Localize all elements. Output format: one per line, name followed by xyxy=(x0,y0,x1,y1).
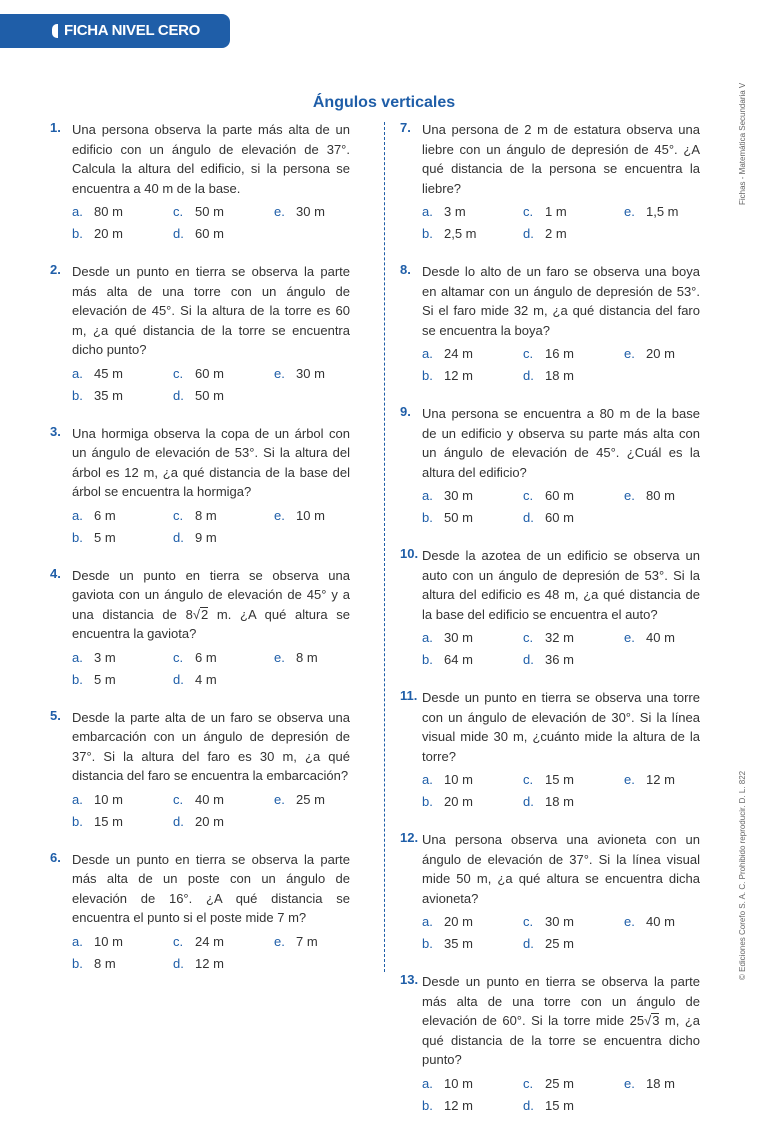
column-divider xyxy=(384,122,385,972)
option-value: 16 m xyxy=(545,346,574,361)
option-value: 25 m xyxy=(545,936,574,951)
option-value: 6 m xyxy=(195,649,217,665)
option-value: 40 m xyxy=(195,791,224,807)
sqrt-icon: √ xyxy=(644,1013,652,1028)
option-value: 50 m xyxy=(444,510,473,525)
option-letter: a. xyxy=(422,204,433,219)
answer-option xyxy=(422,344,523,364)
option-value: 15 m xyxy=(545,1097,574,1113)
answer-option xyxy=(274,506,372,526)
option-letter: c. xyxy=(173,365,184,381)
option-value: 8 m xyxy=(94,955,116,971)
question-number: 1. xyxy=(50,120,61,135)
side-label-bottom: © Ediciones Corefo S. A. C. Prohibido reproducir. D. L. 822 xyxy=(738,770,747,980)
option-letter: b. xyxy=(72,387,83,403)
option-letter: a. xyxy=(422,1075,433,1091)
right-column xyxy=(400,120,700,1134)
answer-option xyxy=(523,934,624,954)
answer-options xyxy=(422,770,700,812)
option-value: 30 m xyxy=(444,630,473,645)
option-value: 30 m xyxy=(545,914,574,929)
answer-option xyxy=(274,790,372,810)
option-letter: b. xyxy=(72,955,83,971)
question-item xyxy=(400,830,700,954)
option-value: 60 m xyxy=(545,510,574,525)
option-letter: a. xyxy=(422,346,433,361)
option-value: 80 m xyxy=(646,488,675,503)
option-letter: d. xyxy=(173,226,184,241)
answer-option xyxy=(173,386,274,406)
option-letter: e. xyxy=(274,791,285,807)
option-letter: c. xyxy=(523,630,534,645)
answer-option xyxy=(72,932,173,952)
option-letter: e. xyxy=(624,914,635,929)
answer-option xyxy=(523,912,624,932)
answer-options xyxy=(422,1074,700,1116)
option-value: 5 m xyxy=(94,529,116,545)
question-text: Desde un punto en tierra se observa la parte más alta de una torre con un ángulo de elevación de 45°. Si la altura de la torre es 60 m, ¿a qué distancia de la torre se encuentra dicho punto? xyxy=(72,264,350,357)
side-label-bottom-wrap xyxy=(738,700,750,980)
answer-option xyxy=(422,1096,523,1116)
option-value: 10 m xyxy=(296,507,325,523)
answer-option xyxy=(422,366,523,386)
answer-option xyxy=(422,912,523,932)
option-letter: b. xyxy=(422,936,433,951)
question-item xyxy=(50,566,350,690)
option-letter: d. xyxy=(173,813,184,829)
option-letter: d. xyxy=(523,794,534,809)
answer-option xyxy=(523,486,624,506)
option-letter: b. xyxy=(72,813,83,829)
option-value: 60 m xyxy=(195,365,224,381)
answer-option xyxy=(274,364,372,384)
question-text: Desde un punto en tierra se observa la parte más alta de una torre con un ángulo de elevación de 60°. Si la torre mide 25√3 m, ¿a qué distancia de la torre se encuentra dicho punto? xyxy=(422,974,701,1067)
option-letter: e. xyxy=(624,772,635,787)
answer-option xyxy=(422,486,523,506)
answer-option xyxy=(624,628,722,648)
option-letter: a. xyxy=(72,649,83,665)
answer-option xyxy=(72,648,173,668)
banner-mark-icon xyxy=(52,24,58,38)
option-letter: a. xyxy=(72,204,83,219)
option-letter: b. xyxy=(422,368,433,383)
question-text: Una hormiga observa la copa de un árbol con un ángulo de elevación de 53°. Si la altura del árbol es 12 m, ¿a qué distancia de la base del árbol se encuentra la hormiga? xyxy=(72,425,350,499)
answer-option xyxy=(72,224,173,244)
option-value: 10 m xyxy=(94,791,123,807)
answer-option xyxy=(422,792,523,812)
answer-option xyxy=(72,364,173,384)
page-title: Ángulos verticales xyxy=(312,94,456,111)
option-letter: a. xyxy=(422,630,433,645)
answer-option xyxy=(523,224,624,244)
option-letter: c. xyxy=(173,204,184,219)
answer-option xyxy=(624,912,722,932)
option-value: 45 m xyxy=(94,365,123,381)
option-letter: b. xyxy=(72,226,83,241)
answer-option xyxy=(173,932,274,952)
answer-option xyxy=(173,812,274,832)
option-value: 9 m xyxy=(195,529,217,545)
sqrt-icon: √ xyxy=(192,606,200,622)
option-letter: d. xyxy=(523,368,534,383)
answer-option xyxy=(173,202,274,222)
question-item xyxy=(50,424,350,548)
option-value: 20 m xyxy=(195,813,224,829)
answer-option xyxy=(173,648,274,668)
question-number: 5. xyxy=(50,707,61,723)
option-letter: e. xyxy=(624,346,635,361)
option-letter: d. xyxy=(173,387,184,403)
option-letter: d. xyxy=(173,671,184,687)
option-value: 18 m xyxy=(646,1075,675,1091)
option-letter: b. xyxy=(422,1097,433,1113)
answer-option xyxy=(72,670,173,690)
question-number: 9. xyxy=(400,404,411,419)
answer-option xyxy=(523,628,624,648)
option-letter: a. xyxy=(72,791,83,807)
answer-option xyxy=(173,954,274,974)
answer-option xyxy=(274,202,372,222)
answer-option xyxy=(624,344,722,364)
option-value: 35 m xyxy=(444,936,473,951)
question-text: Una persona observa la parte más alta de un edificio con un ángulo de elevación de 37°. Calcula la altura del edificio, si la persona se encuentra a 40 m de la base. xyxy=(72,122,350,196)
option-value: 1 m xyxy=(545,204,567,219)
answer-option xyxy=(72,812,173,832)
option-value: 3 m xyxy=(444,204,466,219)
option-value: 15 m xyxy=(94,813,123,829)
answer-options xyxy=(422,202,700,244)
answer-option xyxy=(72,386,173,406)
option-value: 20 m xyxy=(444,794,473,809)
option-letter: e. xyxy=(274,204,285,219)
option-letter: a. xyxy=(422,488,433,503)
option-letter: d. xyxy=(523,936,534,951)
option-value: 30 m xyxy=(296,365,325,381)
option-letter: c. xyxy=(523,346,534,361)
question-number: 13. xyxy=(400,972,419,987)
option-value: 60 m xyxy=(195,226,224,241)
option-value: 30 m xyxy=(444,488,473,503)
option-value: 2,5 m xyxy=(444,226,477,241)
answer-option xyxy=(173,790,274,810)
option-letter: e. xyxy=(274,365,285,381)
option-letter: d. xyxy=(523,510,534,525)
option-letter: e. xyxy=(624,488,635,503)
option-letter: c. xyxy=(173,507,184,523)
answer-option xyxy=(422,224,523,244)
option-value: 32 m xyxy=(545,630,574,645)
question-number: 12. xyxy=(400,830,419,845)
option-letter: c. xyxy=(523,914,534,929)
option-value: 5 m xyxy=(94,671,116,687)
answer-option xyxy=(422,934,523,954)
option-letter: e. xyxy=(274,649,285,665)
answer-option xyxy=(173,528,274,548)
answer-option xyxy=(274,932,372,952)
option-value: 24 m xyxy=(195,933,224,949)
option-value: 2 m xyxy=(545,226,567,241)
option-value: 24 m xyxy=(444,346,473,361)
answer-options xyxy=(422,912,700,954)
question-item xyxy=(400,262,700,386)
option-value: 80 m xyxy=(94,204,123,219)
answer-option xyxy=(72,954,173,974)
question-number: 6. xyxy=(50,849,61,865)
answer-option xyxy=(523,792,624,812)
option-letter: b. xyxy=(72,671,83,687)
option-letter: c. xyxy=(523,488,534,503)
option-value: 4 m xyxy=(195,671,217,687)
question-item xyxy=(400,688,700,812)
option-letter: e. xyxy=(624,630,635,645)
option-value: 40 m xyxy=(646,630,675,645)
question-item xyxy=(50,850,350,974)
option-value: 1,5 m xyxy=(646,204,679,219)
side-label-top-wrap xyxy=(738,40,750,205)
option-value: 8 m xyxy=(195,507,217,523)
option-letter: a. xyxy=(72,365,83,381)
answer-option xyxy=(422,202,523,222)
answer-options xyxy=(72,648,350,690)
answer-option xyxy=(173,670,274,690)
option-letter: c. xyxy=(173,933,184,949)
option-value: 7 m xyxy=(296,933,318,949)
option-letter: a. xyxy=(422,914,433,929)
answer-option xyxy=(72,790,173,810)
answer-option xyxy=(173,506,274,526)
question-item xyxy=(50,262,350,406)
answer-options xyxy=(422,628,700,670)
option-value: 12 m xyxy=(444,368,473,383)
question-item xyxy=(50,708,350,832)
question-number: 4. xyxy=(50,565,61,581)
option-value: 20 m xyxy=(444,914,473,929)
answer-option xyxy=(523,770,624,790)
answer-option xyxy=(624,486,722,506)
option-value: 50 m xyxy=(195,204,224,219)
answer-option xyxy=(422,508,523,528)
answer-option xyxy=(173,364,274,384)
question-item xyxy=(50,120,350,244)
answer-option xyxy=(523,344,624,364)
question-item xyxy=(400,404,700,528)
answer-option xyxy=(422,1074,523,1094)
question-number: 11. xyxy=(400,688,418,703)
question-text: Desde la azotea de un edificio se observa un auto con un ángulo de depresión de 53°. Si la altura del edificio es 48 m, ¿a qué distancia de la base del edificio se encuentra el auto? xyxy=(422,548,700,622)
section-banner xyxy=(0,14,230,48)
option-letter: d. xyxy=(173,955,184,971)
option-value: 25 m xyxy=(296,791,325,807)
banner-title: FICHA NIVEL CERO xyxy=(64,22,201,39)
option-value: 12 m xyxy=(444,1097,473,1113)
option-letter: c. xyxy=(523,1075,534,1091)
left-column xyxy=(50,120,350,992)
option-letter: a. xyxy=(72,933,83,949)
option-value: 20 m xyxy=(94,226,123,241)
option-letter: c. xyxy=(523,204,534,219)
question-number: 10. xyxy=(400,546,419,561)
sqrt-radicand: 3 xyxy=(652,1013,660,1028)
question-text: Desde un punto en tierra se observa la parte más alta de un poste con un ángulo de elevación de 16°. ¿A qué distancia se encuentra el punto si el poste mide 7 m? xyxy=(72,851,350,925)
side-label-top: Fichas - Matemática Secundaria V xyxy=(738,82,747,205)
question-number: 3. xyxy=(50,423,61,439)
answer-option xyxy=(624,1074,722,1094)
question-number: 8. xyxy=(400,262,411,277)
option-value: 20 m xyxy=(646,346,675,361)
option-value: 18 m xyxy=(545,794,574,809)
option-value: 10 m xyxy=(444,772,473,787)
answer-option xyxy=(523,202,624,222)
option-letter: c. xyxy=(173,791,184,807)
answer-option xyxy=(523,366,624,386)
answer-option xyxy=(422,628,523,648)
option-value: 8 m xyxy=(296,649,318,665)
answer-option xyxy=(624,770,722,790)
question-item xyxy=(400,120,700,244)
question-text: Desde un punto en tierra se observa una gaviota con un ángulo de elevación de 45° y a una distancia de 8√2 m. ¿A qué altura se encuentra la gaviota? xyxy=(72,567,350,641)
answer-option xyxy=(624,202,722,222)
option-value: 60 m xyxy=(545,488,574,503)
option-value: 12 m xyxy=(646,772,675,787)
answer-option xyxy=(72,528,173,548)
answer-options xyxy=(422,486,700,528)
sqrt-radicand: 2 xyxy=(200,606,209,622)
option-letter: c. xyxy=(523,772,534,787)
question-text: Desde lo alto de un faro se observa una boya en altamar con un ángulo de depresión de 53°. Si el faro mide 32 m, ¿a qué distancia del faro se encuentra la boya? xyxy=(422,264,700,338)
question-item xyxy=(400,546,700,670)
answer-options xyxy=(72,790,350,832)
option-letter: e. xyxy=(624,204,635,219)
option-letter: e. xyxy=(274,507,285,523)
answer-option xyxy=(72,202,173,222)
option-value: 30 m xyxy=(296,204,325,219)
option-letter: b. xyxy=(422,226,433,241)
option-letter: b. xyxy=(422,794,433,809)
answer-options xyxy=(72,506,350,548)
answer-option xyxy=(523,508,624,528)
question-text: Una persona observa una avioneta con un ángulo de elevación de 37°. Si la línea visual mide 50 m, ¿a qué altura se encuentra dicha avioneta? xyxy=(422,832,700,906)
option-value: 35 m xyxy=(94,387,123,403)
option-letter: d. xyxy=(523,1097,534,1113)
option-letter: d. xyxy=(523,652,534,667)
option-letter: e. xyxy=(274,933,285,949)
option-value: 12 m xyxy=(195,955,224,971)
answer-option xyxy=(523,650,624,670)
question-number: 2. xyxy=(50,262,61,277)
answer-options xyxy=(422,344,700,386)
question-item xyxy=(400,972,700,1116)
option-value: 6 m xyxy=(94,507,116,523)
answer-option xyxy=(274,648,372,668)
option-value: 36 m xyxy=(545,652,574,667)
option-value: 18 m xyxy=(545,368,574,383)
question-text: Una persona de 2 m de estatura observa una liebre con un ángulo de depresión de 45°. ¿A qué distancia de la persona se encuentra la liebre? xyxy=(422,122,700,196)
option-value: 25 m xyxy=(545,1075,574,1091)
option-value: 50 m xyxy=(195,387,224,403)
option-letter: a. xyxy=(422,772,433,787)
option-letter: d. xyxy=(523,226,534,241)
answer-option xyxy=(72,506,173,526)
answer-option xyxy=(422,650,523,670)
answer-option xyxy=(173,224,274,244)
answer-options xyxy=(72,364,350,406)
option-value: 3 m xyxy=(94,649,116,665)
answer-options xyxy=(72,932,350,974)
option-letter: c. xyxy=(173,649,184,665)
option-letter: b. xyxy=(72,529,83,545)
option-letter: b. xyxy=(422,510,433,525)
answer-option xyxy=(523,1096,624,1116)
option-letter: b. xyxy=(422,652,433,667)
answer-option xyxy=(523,1074,624,1094)
option-letter: d. xyxy=(173,529,184,545)
question-text: Una persona se encuentra a 80 m de la base de un edificio y observa su parte más alta con un ángulo de elevación de 45°. ¿Cuál es la altura del edificio? xyxy=(422,406,700,480)
answer-options xyxy=(72,202,350,244)
answer-option xyxy=(422,770,523,790)
option-value: 64 m xyxy=(444,652,473,667)
question-number: 7. xyxy=(400,120,411,135)
option-value: 10 m xyxy=(444,1075,473,1091)
question-text: Desde la parte alta de un faro se observa una embarcación con un ángulo de depresión de 37°. Si la altura del faro es 30 m, ¿a qué distancia del faro se encuentra la embarcación? xyxy=(72,709,350,783)
option-value: 10 m xyxy=(94,933,123,949)
question-text: Desde un punto en tierra se observa una torre con un ángulo de elevación de 30°. Si la línea visual mide 30 m, ¿cuánto mide la altura de la torre? xyxy=(422,690,700,764)
option-letter: a. xyxy=(72,507,83,523)
option-value: 40 m xyxy=(646,914,675,929)
option-letter: e. xyxy=(624,1075,635,1091)
option-value: 15 m xyxy=(545,772,574,787)
